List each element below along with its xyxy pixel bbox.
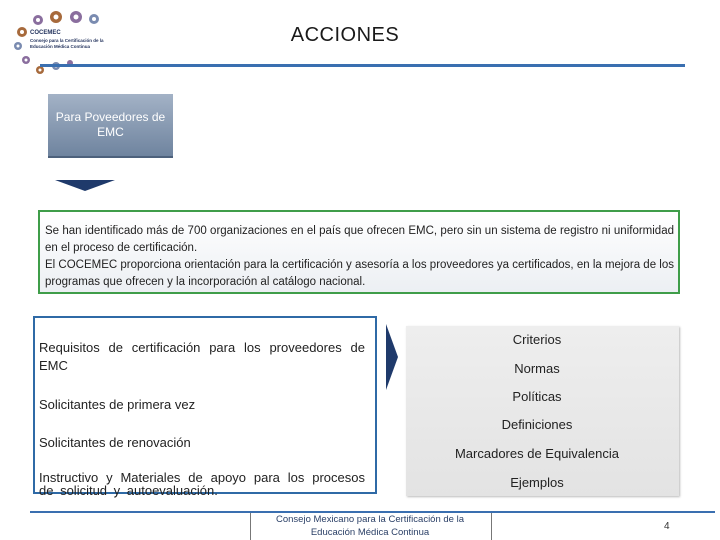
page-title: ACCIONES xyxy=(290,24,400,46)
requirements-box xyxy=(33,316,377,498)
criteria-item: Políticas xyxy=(512,389,562,404)
footer-text xyxy=(250,513,490,539)
criteria-box xyxy=(406,326,679,496)
footer-line-2: Educación Médica Continua xyxy=(310,527,430,538)
logo-name: COCEMEC xyxy=(30,30,61,36)
down-arrow-icon xyxy=(55,179,115,197)
page-number: 4 xyxy=(664,521,670,532)
info-box xyxy=(38,210,680,294)
requirement-item: Solicitantes de renovación xyxy=(39,435,191,450)
logo-subtitle-line2: Educación Médica Continua xyxy=(30,44,91,49)
info-paragraph-1: Se han identificado más de 700 organizaciones en el país que ofrecen EMC, pero sin un sistema de registro ni uniformidad en el proceso de certificación. xyxy=(45,225,674,254)
footer-line-1: Consejo Mexicano para la Certificación de la xyxy=(276,514,464,525)
criteria-item: Normas xyxy=(514,361,560,376)
audience-label: Para Poveedores de EMC xyxy=(55,110,166,139)
criteria-item: Marcadores de Equivalencia xyxy=(454,446,620,461)
cocemec-logo xyxy=(8,8,128,78)
right-arrow-icon xyxy=(386,324,400,395)
requirement-item: Solicitantes de primera vez xyxy=(39,397,196,412)
criteria-item: Ejemplos xyxy=(510,475,564,490)
logo-subtitle-line1: Consejo para la Certificación de la xyxy=(30,38,104,43)
criteria-item: Definiciones xyxy=(501,417,573,432)
title-divider xyxy=(40,64,685,67)
audience-box xyxy=(48,94,173,158)
criteria-item: Criterios xyxy=(512,332,562,347)
requirement-item: Requisitos de certificación para los proveedores de EMC xyxy=(39,340,365,373)
info-paragraph-2: El COCEMEC proporciona orientación para la certificación y asesoría a los proveedores ya certificados, en la mejora de los programas que ofrecen y la incorporación al catálogo nacional. xyxy=(45,259,674,288)
requirement-item: Instructivo y Materiales de apoyo para los procesos de solicitud y autoevaluación. xyxy=(39,470,365,498)
